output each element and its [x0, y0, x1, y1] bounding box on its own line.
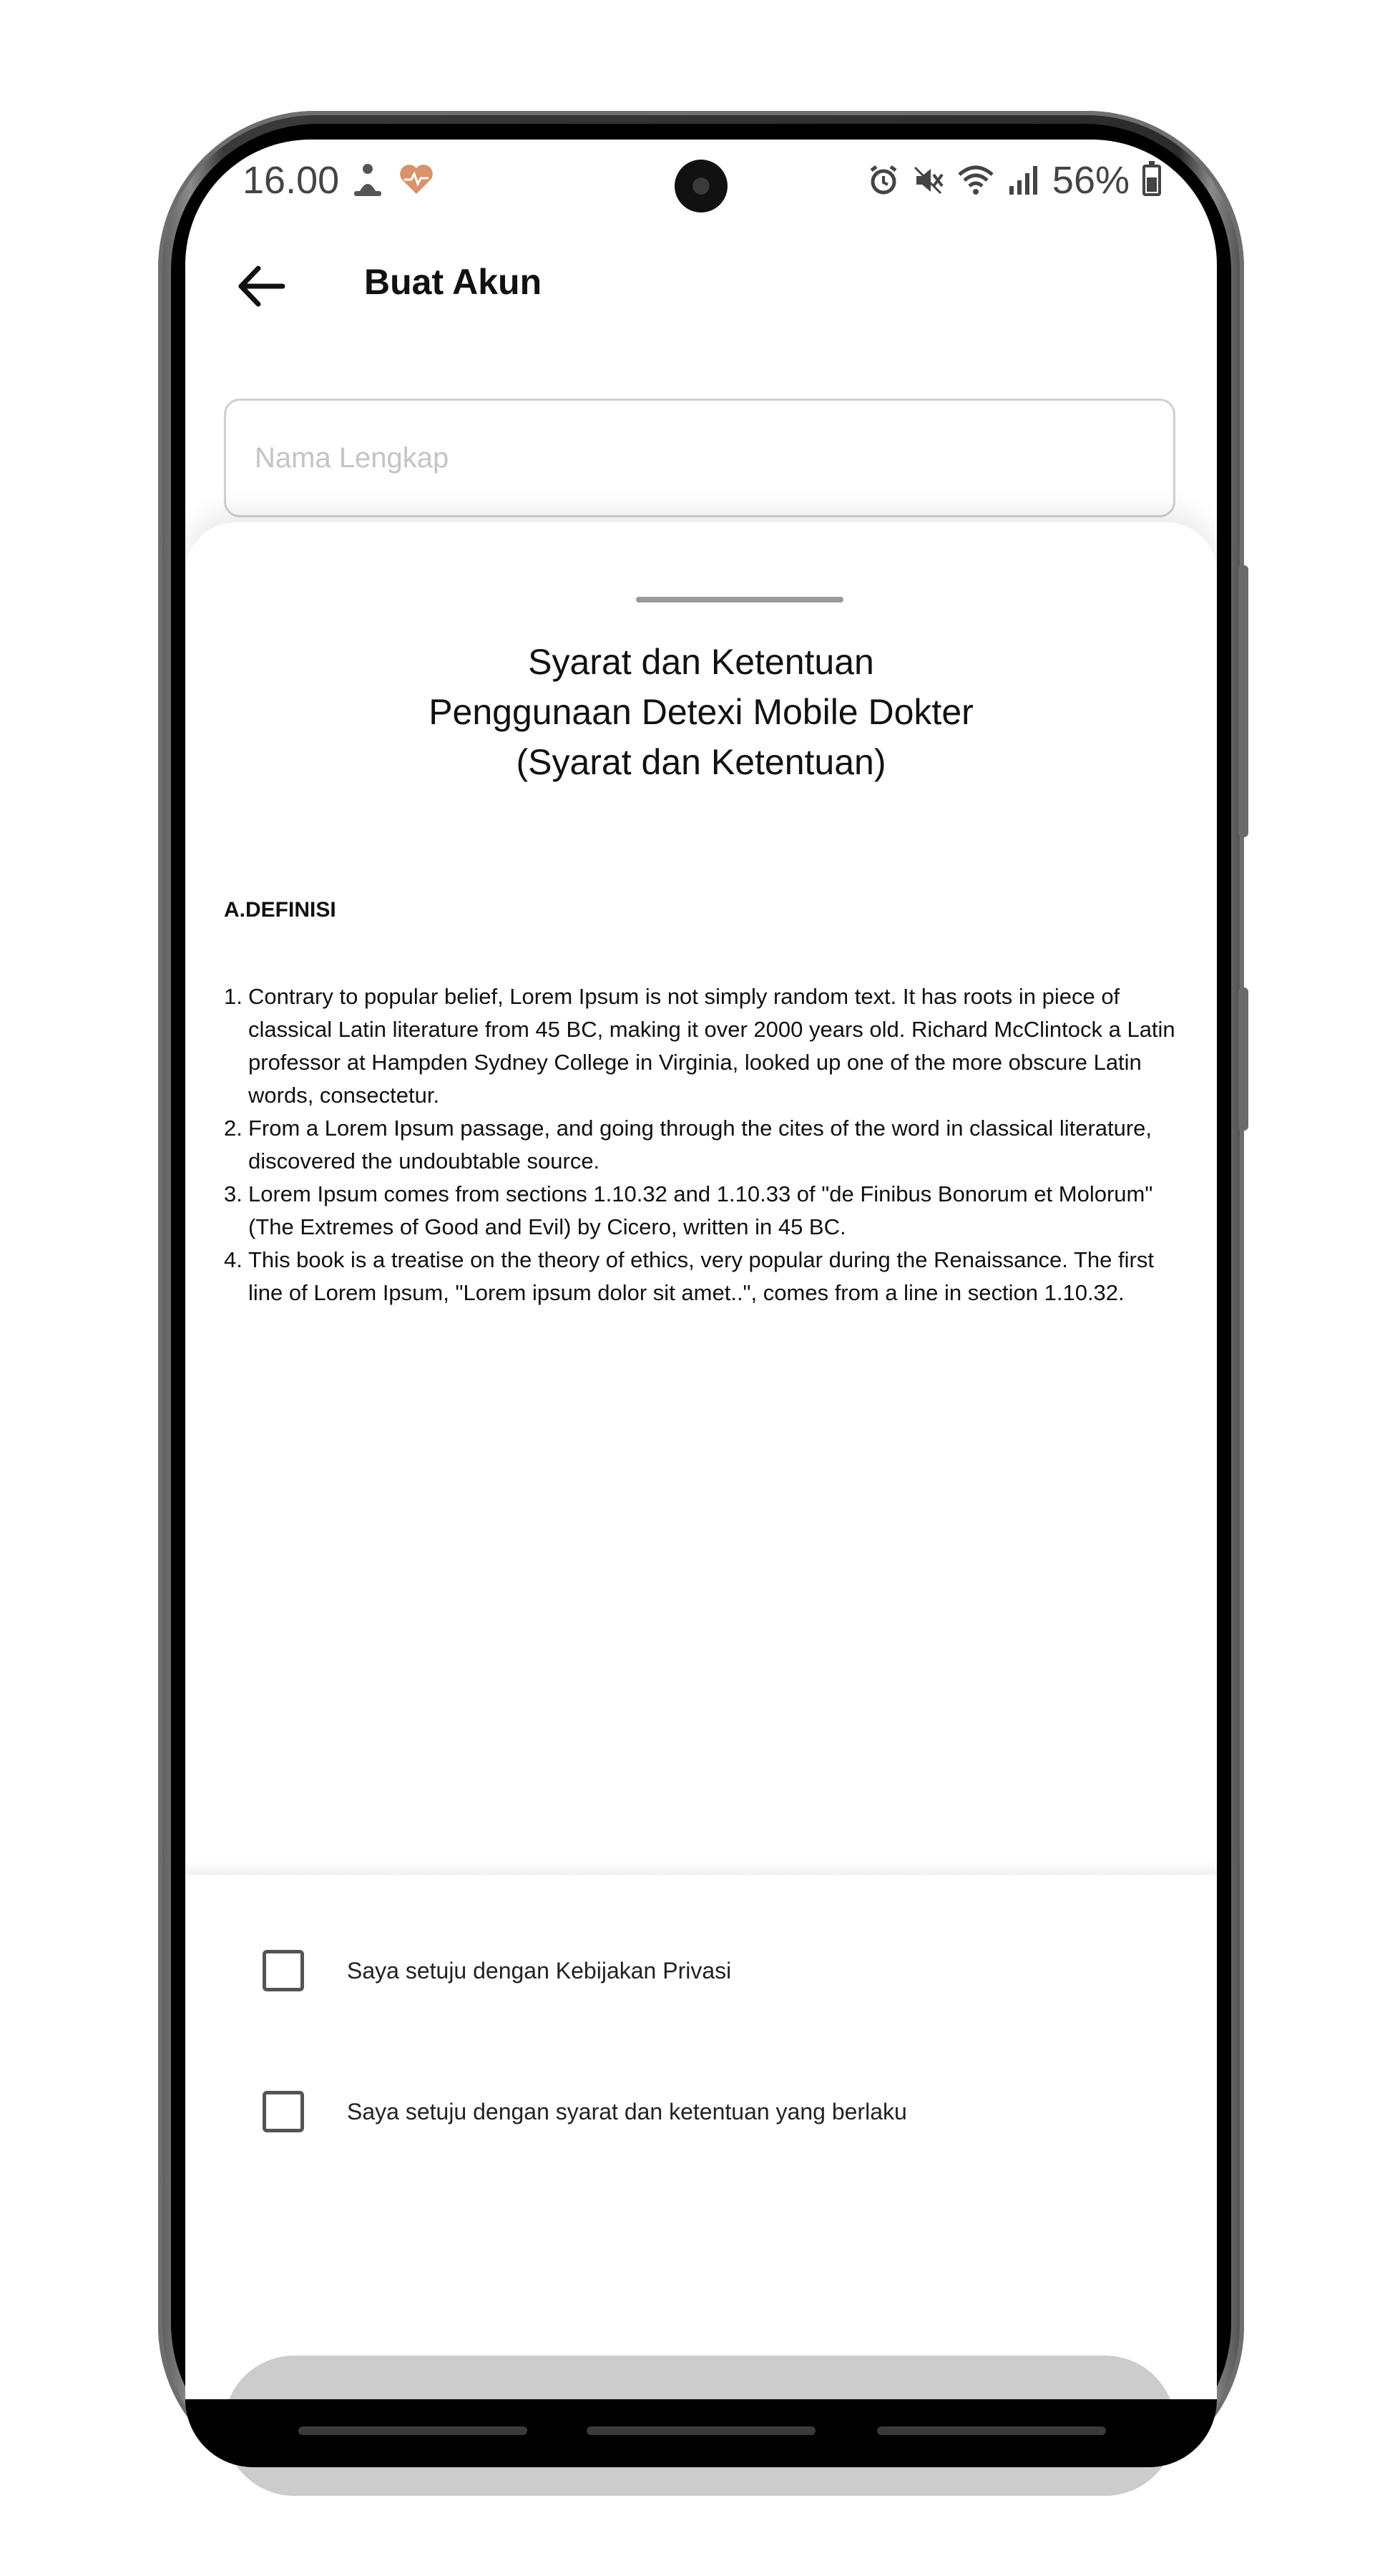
terms-title-line: Penggunaan Detexi Mobile Dokter: [429, 692, 974, 732]
terms-item-number: 3.: [224, 1181, 243, 1206]
nav-back-button[interactable]: [877, 2426, 1106, 2435]
terms-item: [224, 1112, 1183, 1178]
power-button: [1238, 987, 1248, 1131]
status-right-icons: [868, 158, 1161, 203]
meditation-icon: [351, 162, 384, 198]
terms-item: [224, 980, 1183, 1112]
privacy-agreement-row[interactable]: [263, 1950, 731, 1991]
screen: [185, 140, 1217, 2401]
nav-recents-button[interactable]: [298, 2426, 527, 2435]
terms-bottom-sheet: [185, 522, 1217, 1875]
terms-item-number: 1.: [224, 984, 243, 1009]
battery-percent: 56%: [1052, 159, 1130, 202]
wifi-icon: [956, 165, 995, 196]
sheet-divider: [185, 1860, 1217, 1875]
terms-item-number: 2.: [224, 1116, 243, 1141]
back-button[interactable]: [228, 254, 293, 318]
terms-agreement-checkbox[interactable]: [263, 2091, 304, 2132]
heart-health-icon: [398, 162, 434, 195]
terms-item: [224, 1178, 1183, 1244]
section-title-definisi: A.DEFINISI: [224, 898, 336, 922]
terms-item-number: 4.: [224, 1247, 243, 1272]
terms-list: [224, 980, 1183, 1309]
battery-icon: [1142, 165, 1161, 196]
arrow-left-icon: [228, 254, 293, 318]
terms-item-text: This book is a treatise on the theory of ethics, very popular during the Renaissance. The first line of Lorem Ipsum, "Lorem ipsum dolor sit amet..", comes from a line in section 1.10.32.: [248, 1247, 1154, 1305]
agreement-area: [185, 1875, 1217, 2401]
terms-title-line: Syarat dan Ketentuan: [528, 642, 874, 682]
signal-icon: [1008, 165, 1039, 196]
terms-item-text: From a Lorem Ipsum passage, and going through the cites of the word in classical literature, discovered the undoubtable source.: [248, 1116, 1152, 1174]
terms-agreement-label[interactable]: Saya setuju dengan syarat dan ketentuan yang berlaku: [347, 2098, 907, 2124]
privacy-agreement-label[interactable]: Saya setuju dengan Kebijakan Privasi: [347, 1957, 732, 1984]
terms-agreement-row[interactable]: [263, 2091, 907, 2132]
terms-title: [185, 637, 1217, 787]
nav-home-button[interactable]: [587, 2426, 816, 2435]
front-camera: [675, 160, 728, 213]
terms-item: [224, 1244, 1183, 1309]
status-time: 16.00: [243, 159, 340, 202]
status-left-icons: [351, 162, 434, 198]
sheet-drag-handle[interactable]: [636, 597, 843, 602]
terms-title-line: (Syarat dan Ketentuan): [516, 742, 886, 782]
app-bar: [185, 240, 1217, 333]
mute-icon: [912, 165, 944, 196]
alarm-icon: [868, 165, 899, 196]
navigation-bar: [185, 2399, 1217, 2467]
page-title: Buat Akun: [364, 262, 542, 302]
volume-button: [1238, 565, 1248, 837]
privacy-agreement-checkbox[interactable]: [263, 1950, 304, 1991]
terms-item-text: Lorem Ipsum comes from sections 1.10.32 and 1.10.33 of "de Finibus Bonorum et Molorum" (The Extremes of Good and Evil) by Cicero, written in 45 BC.: [248, 1181, 1153, 1239]
full-name-input[interactable]: [224, 399, 1175, 517]
terms-item-text: Contrary to popular belief, Lorem Ipsum is not simply random text. It has roots in piece of classical Latin literature from 45 BC, making it over 2000 years old. Richard McClintock a Latin professor at Hampden Sydney College in Virginia, looked up one of the more obscure Latin words, consectetur.: [248, 984, 1175, 1108]
status-bar: [185, 140, 1217, 225]
